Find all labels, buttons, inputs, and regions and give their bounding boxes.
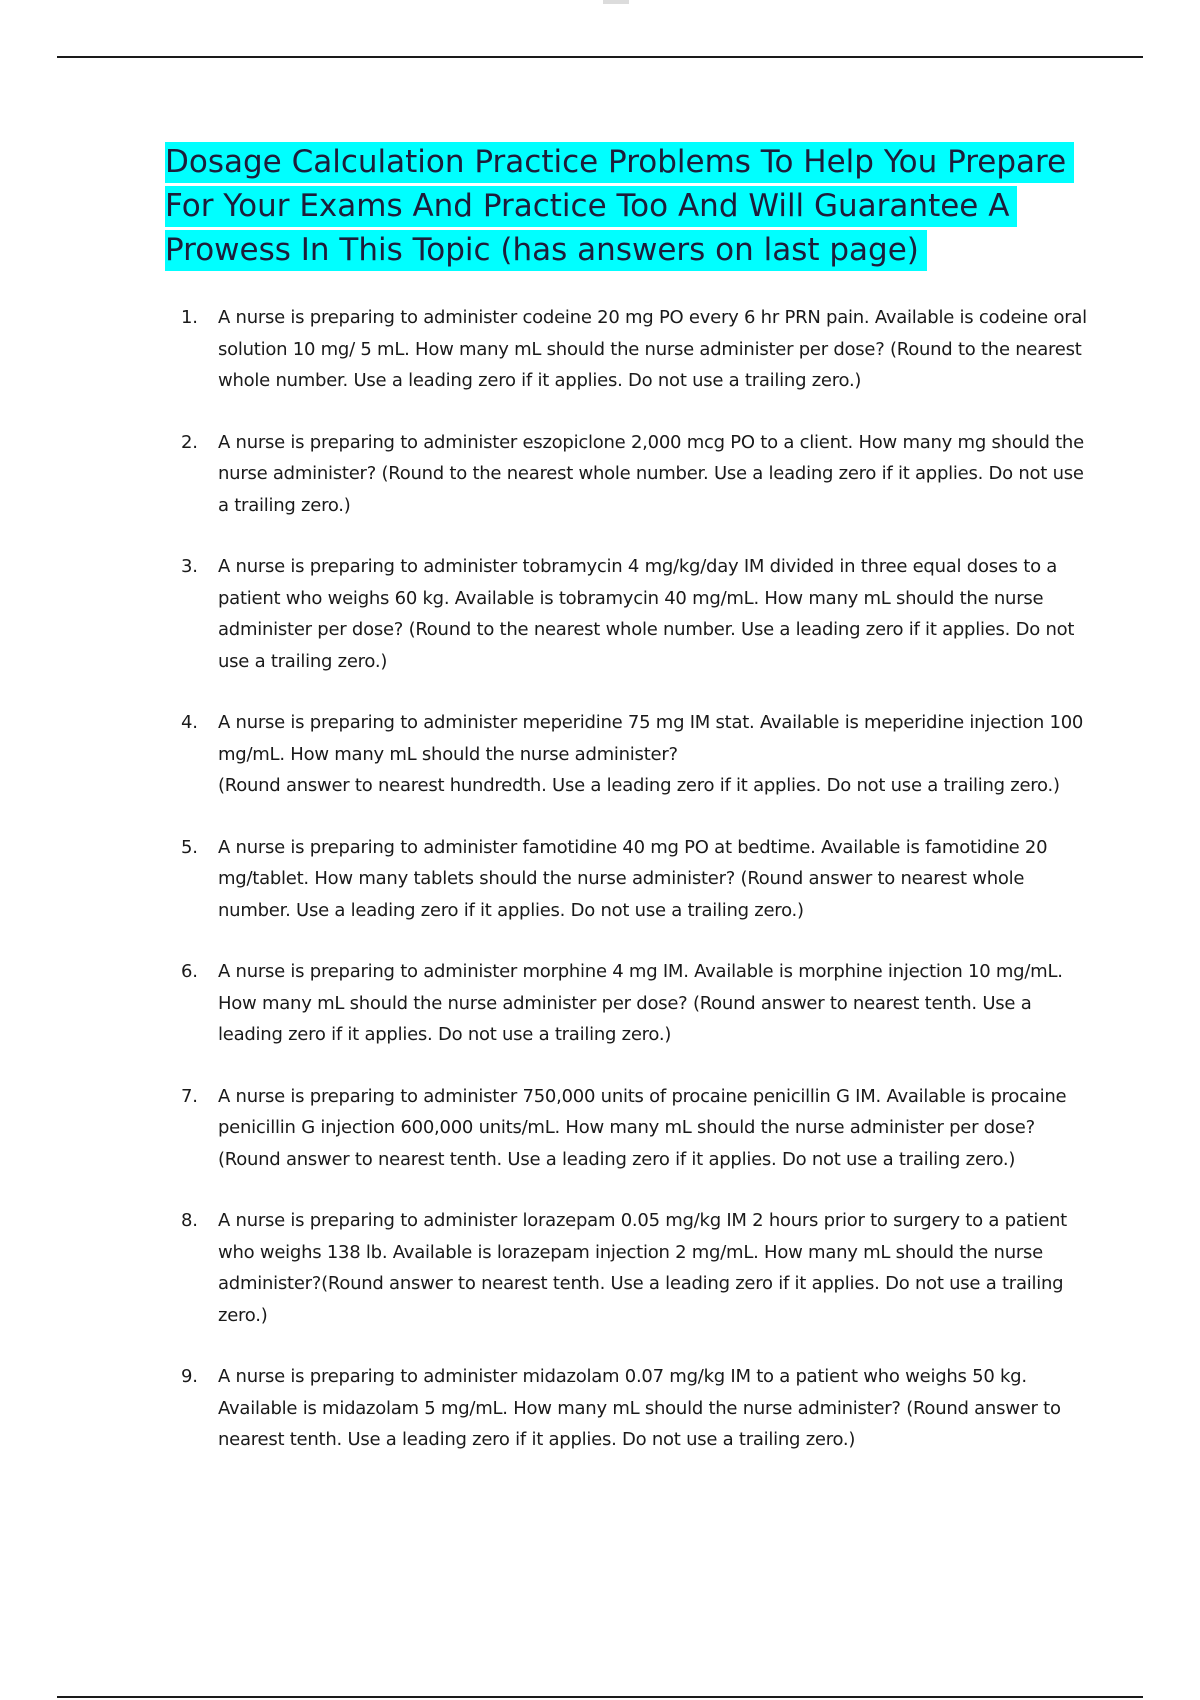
question-item <box>165 551 1095 677</box>
question-item <box>165 1205 1095 1331</box>
question-number: 7. <box>181 1085 198 1107</box>
question-number: 1. <box>181 307 198 328</box>
question-text: A nurse is preparing to administer lorazepam 0.05 mg/kg IM 2 hours prior to surgery to a patient who weighs 138 lb. Available is lorazepam injection 2 mg/mL. How many mL should the nurse administer?(Round answer to nearest tenth. Use a leading zero if it applies. Do not use a trailing zero.) <box>218 1210 1067 1326</box>
title-highlight: Dosage Calculation Practice Problems To Help You Prepare For Your Exams And Practice Too And Will Guarantee A Prowess In This Topic (has answers on last page) <box>165 142 1074 271</box>
question-text: A nurse is preparing to administer meperidine 75 mg IM stat. Available is meperidine injection 100 mg/mL. How many mL should the nurse administer? <box>218 712 1084 765</box>
question-text: A nurse is preparing to administer 750,000 units of procaine penicillin G IM. Available is procaine penicillin G injection 600,000 units/mL. How many mL should the nurse administer per dose? (Round answer to nearest tenth. Use a leading zero if it applies. Do not use a trailing zero.) <box>218 1085 1067 1170</box>
question-text: A nurse is preparing to administer morphine 4 mg IM. Available is morphine injection 10 mg/mL. How many mL should the nurse administer per dose? (Round answer to nearest tenth. Use a leading zero if it applies. Do not use a trailing zero.) <box>218 961 1063 1045</box>
question-text: A nurse is preparing to administer midazolam 0.07 mg/kg IM to a patient who weighs 50 kg. Available is midazolam 5 mg/mL. How many mL should the nurse administer? (Round answer to nearest tenth. Use a leading zero if it applies. Do not use a trailing zero.) <box>218 1366 1061 1450</box>
question-number: 4. <box>181 712 198 733</box>
question-item <box>165 1081 1095 1176</box>
question-text: A nurse is preparing to administer eszopiclone 2,000 mcg PO to a client. How many mg should the nurse administer? (Round to the nearest whole number. Use a leading zero if it applies. Do not use a trailing zero.) <box>218 431 1084 516</box>
question-item <box>165 707 1095 802</box>
document-title <box>165 140 1095 272</box>
question-number: 8. <box>181 1210 198 1231</box>
question-text: A nurse is preparing to administer tobramycin 4 mg/kg/day IM divided in three equal doses to a patient who weighs 60 kg. Available is tobramycin 40 mg/mL. How many mL should the nurse administer per dose? (Round to the nearest whole number. Use a leading zero if it applies. Do not use a trailing zero.) <box>218 556 1075 672</box>
question-number: 6. <box>181 961 198 982</box>
question-item <box>165 956 1095 1051</box>
question-text: A nurse is preparing to administer codeine 20 mg PO every 6 hr PRN pain. Available is codeine oral solution 10 mg/ 5 mL. How many mL should the nurse administer per dose? (Round to the nearest whole number. Use a leading zero if it applies. Do not use a trailing zero.) <box>218 307 1087 391</box>
question-item <box>165 427 1095 522</box>
page-top-marker <box>603 0 629 4</box>
footer-rule <box>57 1696 1143 1698</box>
question-text: A nurse is preparing to administer famotidine 40 mg PO at bedtime. Available is famotidine 20 mg/tablet. How many tablets should the nurse administer? (Round answer to nearest whole number. Use a leading zero if it applies. Do not use a trailing zero.) <box>218 836 1048 921</box>
header-rule <box>57 56 1143 58</box>
question-number: 3. <box>181 556 198 577</box>
question-item <box>165 1361 1095 1456</box>
question-list <box>165 302 1095 1486</box>
question-number: 2. <box>181 431 198 453</box>
question-number: 5. <box>181 836 198 858</box>
question-number: 9. <box>181 1366 198 1387</box>
question-rounding-note: (Round answer to nearest hundredth. Use a leading zero if it applies. Do not use a trailing zero.) <box>218 775 1060 796</box>
question-item <box>165 302 1095 397</box>
question-item <box>165 832 1095 927</box>
